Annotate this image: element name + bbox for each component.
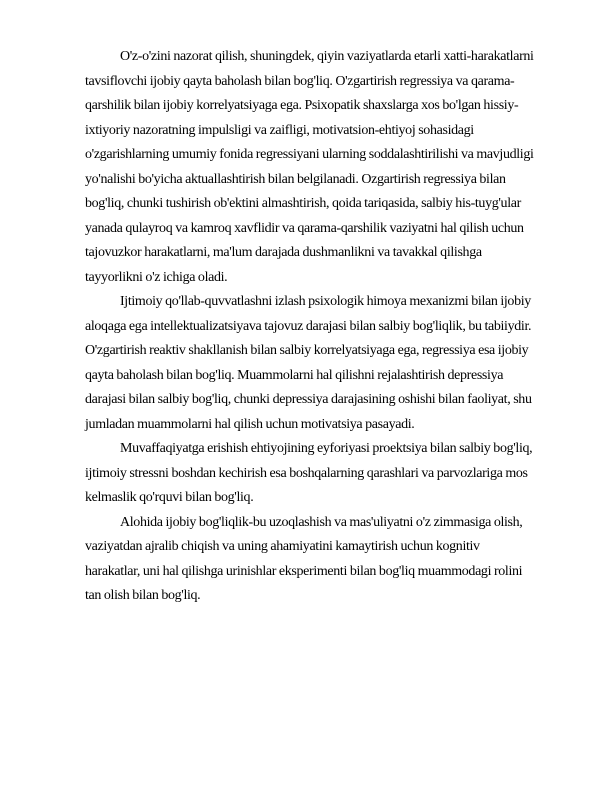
text-line: O'z-o'zini nazorat qilish, shuningdek, qiyin vaziyatlarda etarli xatti-harakatlarni [120,49,534,64]
text-line: tavsiflovchi ijobiy qayta baholash bilan bog'liq. O'zgartirish regressiya va qarama- [85,73,515,89]
text-line: ixtiyoriy nazoratning impulsligi va zaifligi, motivatsion-ehtiyoj sohasidagi [85,122,474,138]
text-line: tan olish bilan bog'liq. [85,588,201,603]
paragraph-2 [85,290,575,437]
text-line: qayta baholash bilan bog'liq. Muammolarni hal qilishni rejalashtirish depressiya [85,367,504,383]
text-line: darajasi bilan salbiy bog'liq, chunki depressiya darajasining oshishi bilan faoliyat, shu [85,392,532,407]
paragraph-3 [85,437,575,511]
text-line: Ijtimoiy qo'llab-quvvatlashni izlash psixologik himoya mexanizmi bilan ijobiy [120,294,531,309]
document-body [85,45,575,609]
paragraph-1 [85,45,575,290]
text-line: aloqaga ega intellektualizatsiyava tajovuz darajasi bilan salbiy bog'liqlik, bu tabiiydir. [85,318,532,334]
text-line: bog'liq, chunki tushirish ob'ektini almashtirish, qoida tariqasida, salbiy his-tuyg'ular [85,196,521,211]
text-line: yo'nalishi bo'yicha aktuallashtirish bilan belgilanadi. Ozgartirish regressiya bilan [85,171,506,187]
text-line: qarshilik bilan ijobiy korrelyatsiyaga ega. Psixopatik shaxslarga xos bo'lgan hissiy- [85,98,519,113]
text-line: harakatlar, uni hal qilishga urinishlar eksperimenti bilan bog'liq muammodagi rolini [85,563,523,579]
text-line: tajovuzkor harakatlarni, ma'lum darajada dushmanlikni va tavakkal qilishga [85,245,482,260]
text-line: jumladan muammolarni hal qilish uchun motivatsiya pasayadi. [85,416,415,432]
text-line: tayyorlikni o'z ichiga oladi. [85,269,228,285]
text-line: ijtimoiy stressni boshdan kechirish esa boshqalarning qarashlari va parvozlariga mos [85,465,528,481]
text-line: o'zgarishlarning umumiy fonida regressiyani ularning soddalashtirilishi va mavjudligi [85,147,534,162]
text-line: O'zgartirish reaktiv shakllanish bilan salbiy korrelyatsiyaga ega, regressiya esa ijobiy [85,343,529,358]
text-line: Alohida ijobiy bog'liqlik-bu uzoqlashish va mas'uliyatni o'z zimmasiga olish, [120,514,523,530]
text-line: yanada qulayroq va kamroq xavflidir va qarama-qarshilik vaziyatni hal qilish uchun [85,220,524,236]
text-line: Muvaffaqiyatga erishish ehtiyojining eyforiyasi proektsiya bilan salbiy bog'liq, [120,441,533,456]
text-line: vaziyatdan ajralib chiqish va uning ahamiyatini kamaytirish uchun kognitiv [85,539,480,554]
paragraph-4 [85,511,575,609]
text-line: kelmaslik qo'rquvi bilan bog'liq. [85,490,254,505]
